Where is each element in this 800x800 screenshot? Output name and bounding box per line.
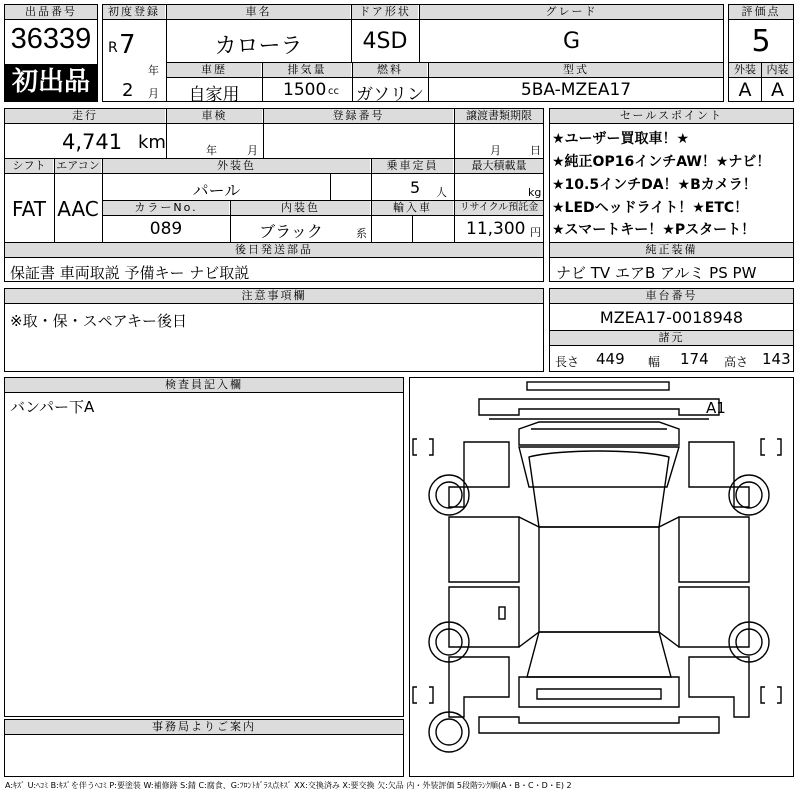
selling-point: ★LEDヘッドライト！★ETC！ (552, 200, 749, 216)
exterior-grade-value: A (738, 79, 752, 101)
car-name: カローラ (214, 34, 303, 59)
mileage-label: 走行 (5, 109, 165, 123)
interior-grade-label: 内装 (762, 63, 793, 77)
inspection-month-unit: 月 (247, 144, 258, 157)
selling-point: ★10.5インチDA！★Bカメラ！ (552, 177, 757, 193)
inspector-label: 検査員記入欄 (5, 378, 403, 392)
model-value: 5BA-MZEA17 (520, 80, 632, 100)
int-color-suffix: 系 (356, 227, 367, 240)
height-value: 143 (762, 350, 791, 368)
capacity-value: 5 (410, 178, 421, 197)
displacement-unit: cc (328, 86, 339, 97)
selling-point: ★スマートキー！★Pスタート！ (552, 222, 756, 238)
inspection-year-unit: 年 (206, 144, 217, 157)
int-color-label: 内装色 (231, 201, 370, 215)
door-label: ドア形状 (352, 5, 418, 19)
width-value: 174 (680, 350, 709, 368)
exterior-grade-label: 外装 (729, 63, 761, 77)
specs-label: 諸元 (550, 331, 793, 345)
model-label: 型式 (429, 63, 723, 77)
grade: G (562, 29, 581, 54)
recycle-label: リサイクル預託金 (455, 201, 543, 215)
recycle-unit: 円 (530, 226, 541, 239)
chassis-value: MZEA17-0018948 (599, 308, 744, 327)
selling-point: ★純正OP16インチAW！★ナビ！ (552, 154, 771, 170)
transfer-day-unit: 日 (530, 144, 541, 157)
aircon-label: エアコン (56, 159, 100, 172)
office-label: 事務局よりご案内 (5, 720, 403, 734)
equipment-value: ナビ TV エアB アルミ PS PW (556, 264, 757, 282)
car-outline-diagram (409, 377, 794, 777)
reg-year: 7 (119, 30, 136, 60)
capacity-unit: 人 (436, 186, 447, 199)
selling-point: ★ユーザー買取車！★ (552, 131, 690, 147)
history-value: 自家用 (188, 85, 240, 105)
import-label: 輸入車 (372, 201, 453, 215)
ext-color-label: 外装色 (103, 159, 370, 173)
mileage-unit: km (138, 132, 166, 153)
equipment-label: 純正装備 (550, 243, 793, 257)
transfer-month-unit: 月 (490, 144, 501, 157)
reg-era: R (108, 40, 118, 56)
transfer-label: 譲渡書類期限 (455, 109, 543, 123)
car-name-label: 車名 (167, 5, 350, 19)
door-type: 4SD (362, 29, 408, 54)
damage-mark: A1 (706, 399, 726, 417)
shift-value: FAT (11, 197, 46, 221)
later-parts-label: 後日発送部品 (5, 243, 543, 257)
load-label: 最大積載量 (455, 159, 543, 173)
displacement-value: 1500 (283, 80, 327, 100)
score-value: 5 (751, 24, 771, 59)
lot-label: 出品番号 (5, 5, 97, 19)
reg-month: 2 (122, 80, 134, 101)
recycle-value: 11,300 (466, 219, 526, 239)
fuel-label: 燃料 (353, 63, 427, 77)
inspector-value: バンパー下A (10, 398, 95, 416)
height-label: 高さ (724, 355, 749, 369)
mileage-value: 4,741 (62, 130, 123, 154)
reg-label: 初度登録 (103, 5, 165, 19)
lot-number: 36339 (10, 23, 92, 55)
inspection-label: 車検 (167, 109, 262, 123)
reg-year-unit: 年 (148, 64, 159, 77)
score-label: 評価点 (729, 5, 793, 19)
registration-label: 登録番号 (264, 109, 453, 123)
width-label: 幅 (648, 355, 661, 369)
history-label: 車歴 (167, 63, 261, 77)
length-label: 長さ (555, 355, 580, 369)
reg-month-unit: 月 (148, 87, 159, 100)
load-unit: kg (528, 186, 542, 199)
selling-points-label: セールスポイント (550, 109, 793, 123)
inspector-section (4, 377, 404, 717)
capacity-label: 乗車定員 (372, 159, 453, 173)
ext-color-value: パール (192, 181, 241, 200)
color-no-label: カラーNo. (103, 201, 229, 215)
grade-label: グレード (420, 5, 723, 19)
length-value: 449 (596, 350, 625, 368)
interior-grade-value: A (771, 79, 784, 101)
later-parts-value: 保証書 車両取説 予備キー ナビ取説 (10, 264, 250, 282)
int-color-value: ブラック (259, 222, 323, 241)
displacement-label: 排気量 (263, 63, 351, 77)
first-listing-badge: 初出品 (5, 64, 97, 101)
caution-value: ※取・保・スペアキー後日 (10, 312, 187, 330)
color-no-value: 089 (149, 219, 183, 239)
caution-label: 注意事項欄 (5, 289, 543, 303)
fuel-value: ガソリン (356, 85, 424, 105)
aircon-value: AAC (57, 197, 99, 221)
shift-label: シフト (5, 159, 53, 173)
chassis-label: 車台番号 (550, 289, 793, 303)
legend: A:ｷｽﾞ U:ﾍｺﾐ B:ｷｽﾞを伴うﾍｺﾐ P:要塗装 W:補修跡 S:錆 C:腐食、G:ﾌﾛﾝﾄｶﾞﾗｽ点ｷｽﾞ XX:交換済み X:要交換 欠:欠品 内・外装評価 5段階ﾗﾝｸ順(A・B・C・D・E) 2 (5, 781, 572, 790)
